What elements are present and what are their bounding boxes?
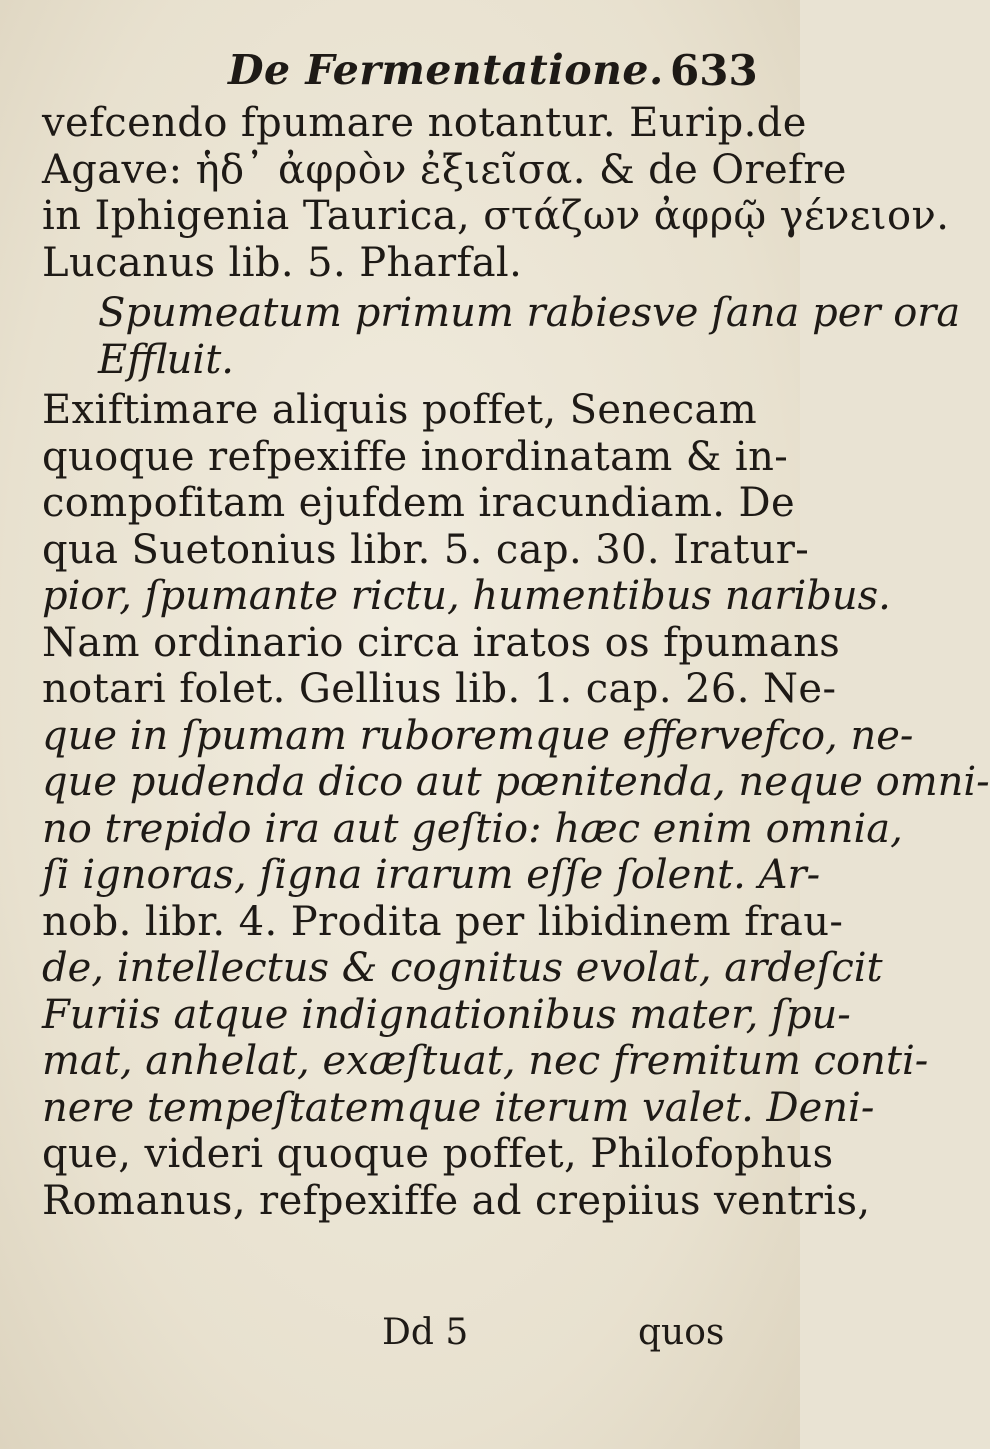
catchword: quos: [638, 1312, 725, 1353]
text-line: Agave: ἡδ᾽ ἀφρὸν ἐξιεῖσα. & de Orefre: [42, 146, 847, 193]
quote-line: que in ſpumam ruboremque effervefco, ne-: [42, 712, 914, 759]
text-line: in Iphigenia Taurica, στάζων ἀφρῷ γένειον.: [42, 193, 950, 239]
text-line: quoque refpexiffe inordinatam & in-: [42, 433, 789, 480]
page-header: [0, 38, 800, 108]
quote-line: ſi ignoras, ſigna irarum eſſe ſolent. Ar-: [42, 852, 821, 898]
quote-line: Furiis atque indignationibus mater, ſpu-: [42, 991, 851, 1038]
text-line: Lucanus lib. 5. Pharfal.: [42, 239, 523, 286]
text-line: qua Suetonius libr. 5. cap. 30. Iratur-: [42, 526, 810, 573]
body-text: [42, 100, 990, 1224]
signature-mark: Dd 5: [382, 1312, 469, 1353]
text-line: nob. libr. 4. Prodita per libidinem frau-: [42, 898, 844, 945]
page-number: 633: [670, 46, 758, 95]
text-line: Nam ordinario circa iratos os fpumans: [42, 619, 841, 666]
quote-line: no trepido ira aut geſtio: hæc enim omnia,: [42, 805, 903, 852]
text-line: Romanus, refpexiffe ad crepiius ventris,: [42, 1177, 871, 1224]
text-line: compofitam ejufdem iracundiam. De: [42, 480, 796, 526]
quote-line: mat, anhelat, exæſtuat, nec fremitum conti-: [42, 1038, 929, 1084]
page-footer: [0, 1312, 800, 1372]
verse-line: Spumeatum primum rabiesve ſana per ora: [98, 290, 961, 336]
text-line: que, videri quoque poffet, Philofophus: [42, 1131, 834, 1177]
text-line: vefcendo fpumare notantur. Eurip.de: [42, 100, 807, 146]
quote-line: de, intellectus & cognitus evolat, ardeſcit: [42, 945, 883, 991]
quote-line: que pudenda dico aut pœnitenda, neque omni-: [42, 759, 990, 805]
text-line: Exiftimare aliquis poffet, Senecam: [42, 387, 758, 433]
text-line: notari folet. Gellius lib. 1. cap. 26. Ne-: [42, 666, 837, 712]
verse-line: Effluit.: [98, 336, 234, 383]
quote-line: pior, ſpumante rictu, humentibus naribus.: [42, 573, 891, 619]
quote-line: nere tempeſtatemque iterum valet. Deni-: [42, 1084, 875, 1131]
running-title: De Fermentatione.: [228, 46, 664, 94]
